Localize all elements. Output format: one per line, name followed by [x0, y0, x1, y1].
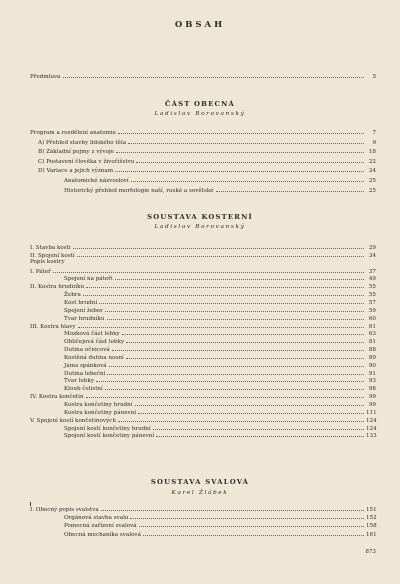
- page-number: 873: [365, 549, 376, 555]
- entry-label: Kostra končetiny hrudní: [64, 402, 133, 408]
- entry-label: Kostra končetiny pánevní: [64, 409, 137, 416]
- entry-label: Kostěná dutina nosní: [64, 354, 124, 361]
- leader-dots: [86, 392, 364, 398]
- entry-page: 7: [372, 130, 376, 136]
- leader-dots: [128, 138, 364, 144]
- leader-dots: [101, 505, 364, 511]
- section-author: Ladislav Borovanský: [154, 111, 246, 117]
- entry-page: 63: [368, 331, 376, 338]
- section-title: ČÁST OBECNÁ: [165, 100, 235, 108]
- entry-page: 18: [368, 149, 376, 156]
- toc-entry[interactable]: [64, 530, 376, 539]
- leader-dots: [136, 157, 364, 163]
- entry-label: Dutina očnicová: [64, 347, 110, 354]
- entry-label: B) Základní pojmy z vývoje: [38, 149, 115, 156]
- entry-label: Pomocná zařízení svalová: [64, 523, 137, 530]
- entry-label: Spojení kostí končetiny pánevní: [64, 433, 155, 440]
- entry-page: 24: [368, 168, 376, 175]
- leader-dots: [153, 424, 364, 430]
- leader-dots: [131, 176, 364, 182]
- entry-page: 55: [368, 292, 376, 299]
- entry-page: 25: [368, 187, 376, 194]
- leader-dots: [107, 369, 364, 375]
- toc-entry[interactable]: [38, 166, 376, 175]
- entry-label: Žebra: [64, 292, 81, 299]
- entry-page: 93: [368, 378, 376, 385]
- leader-dots: [115, 274, 364, 280]
- entry-label: A) Přehled stavby lidského těla: [38, 139, 127, 146]
- leader-dots: [105, 384, 364, 390]
- leader-dots: [135, 400, 364, 406]
- entry-label: Historický přehled morfologie naší, ruské a sovětské: [64, 187, 214, 194]
- leader-dots: [139, 521, 364, 527]
- toc-entry[interactable]: [64, 186, 376, 195]
- entry-page: 88: [368, 347, 376, 354]
- entry-label: III. Kostra hlavy: [30, 323, 76, 330]
- entry-label: Kloub čelistní: [64, 386, 103, 393]
- entry-page: 9: [372, 139, 376, 146]
- leader-dots: [53, 267, 364, 273]
- entry-page: 124: [366, 425, 377, 432]
- entry-page: 37: [368, 268, 376, 275]
- toc-entry[interactable]: [30, 251, 376, 260]
- leader-dots: [112, 345, 364, 351]
- entry-page: 133: [366, 433, 377, 440]
- toc-entry[interactable]: [64, 176, 376, 185]
- entry-label: Jáma spánková: [64, 362, 107, 369]
- entry-label: Dutina lebeční: [64, 370, 106, 377]
- toc-entry[interactable]: [64, 431, 376, 440]
- entry-label: Předmluva: [30, 74, 61, 80]
- entry-page: 161: [366, 531, 377, 538]
- entry-page: 49: [368, 276, 376, 283]
- entry-page: 25: [368, 178, 376, 184]
- entry-label: Tvar lebky: [64, 378, 94, 385]
- toc-entry-preface[interactable]: [30, 72, 376, 81]
- leader-dots: [118, 128, 364, 134]
- leader-dots: [109, 361, 364, 367]
- section-author: Ladislav Borovanský: [154, 224, 246, 230]
- leader-dots: [216, 186, 364, 192]
- leader-dots: [105, 306, 364, 312]
- entry-page: 59: [368, 307, 376, 314]
- entry-page: 90: [368, 362, 376, 369]
- entry-label: Popis kostry: [30, 258, 65, 265]
- leader-dots: [130, 513, 364, 519]
- entry-label: I. Obecný popis svalstva: [30, 507, 99, 513]
- entry-page: 124: [366, 417, 377, 424]
- toc-entry[interactable]: [38, 138, 376, 147]
- entry-label: V. Spojení kostí končetinových: [30, 417, 116, 424]
- leader-dots: [115, 166, 364, 172]
- entry-page: 22: [368, 158, 376, 165]
- entry-label: Spojení žeber: [64, 307, 103, 314]
- entry-page: 111: [366, 409, 377, 416]
- section-title: SOUSTAVA KOSTERNÍ: [147, 213, 253, 221]
- leader-dots: [118, 416, 364, 422]
- leader-dots: [116, 147, 364, 153]
- entry-page: 61: [368, 323, 376, 330]
- entry-page: 99: [368, 394, 376, 401]
- leader-dots: [143, 530, 364, 536]
- entry-label: Spojení kostí končetiny hrudní: [64, 425, 151, 432]
- entry-label: I. Páteř: [30, 268, 51, 275]
- leader-dots: [126, 337, 364, 343]
- entry-label: Obličejová část lebky: [64, 339, 125, 346]
- entry-page: 29: [368, 245, 376, 251]
- entry-page: 81: [368, 339, 376, 346]
- entry-label: Program a rozdělení anatomie: [30, 130, 117, 136]
- toc-entry[interactable]: [38, 157, 376, 166]
- leader-dots: [96, 376, 364, 382]
- entry-label: Anatomické názvosloví: [64, 178, 129, 184]
- section-title: SOUSTAVA SVALOVÁ: [150, 478, 250, 486]
- entry-label: Orgánová stavba svalu: [64, 515, 129, 522]
- entry-page: 34: [368, 252, 376, 259]
- entry-label: IV. Kostra končetin: [30, 394, 84, 401]
- toc-entry[interactable]: [30, 259, 65, 266]
- leader-dots: [86, 282, 364, 288]
- entry-label: II. Spojení kostí: [30, 252, 75, 259]
- entry-page: 60: [368, 315, 376, 322]
- entry-label: C) Postavení člověka v živočišstvu: [38, 158, 135, 165]
- entry-label: D) Variace a jejich význam: [38, 168, 114, 175]
- entry-label: Obecná mechanika svalová: [64, 531, 141, 538]
- entry-label: I. Stavba kosti: [30, 245, 71, 251]
- entry-page: 91: [368, 370, 376, 377]
- leader-dots: [122, 329, 364, 335]
- page-title: OBSAH: [174, 20, 226, 30]
- leader-dots: [63, 72, 364, 78]
- entry-page: 151: [366, 507, 377, 513]
- entry-page: 57: [368, 299, 376, 306]
- entry-label: Tvar hrudníku: [64, 315, 105, 322]
- entry-page: 55: [368, 284, 376, 291]
- entry-page: 98: [368, 386, 376, 393]
- entry-label: Spojení na páteři: [64, 276, 113, 283]
- leader-dots: [78, 322, 364, 328]
- leader-dots: [126, 353, 364, 359]
- leader-dots: [138, 408, 364, 414]
- entry-label: II. Kostra hrudníku: [30, 284, 85, 291]
- entry-label: Mozková část lebky: [64, 331, 120, 338]
- entry-page: 89: [368, 354, 376, 361]
- leader-dots: [73, 243, 364, 249]
- toc-entry[interactable]: [38, 147, 376, 156]
- leader-dots: [83, 290, 364, 296]
- leader-dots: [99, 298, 364, 304]
- toc-entry[interactable]: [30, 128, 376, 137]
- entry-page: 5: [372, 74, 376, 80]
- leader-dots: [156, 431, 364, 437]
- entry-page: 152: [366, 515, 377, 522]
- entry-page: 158: [366, 523, 377, 530]
- leader-dots: [77, 251, 364, 257]
- section-author: Karel Žlábek: [171, 490, 229, 496]
- entry-label: Kost hrudní: [64, 299, 98, 306]
- entry-page: 99: [368, 402, 376, 408]
- leader-dots: [107, 314, 364, 320]
